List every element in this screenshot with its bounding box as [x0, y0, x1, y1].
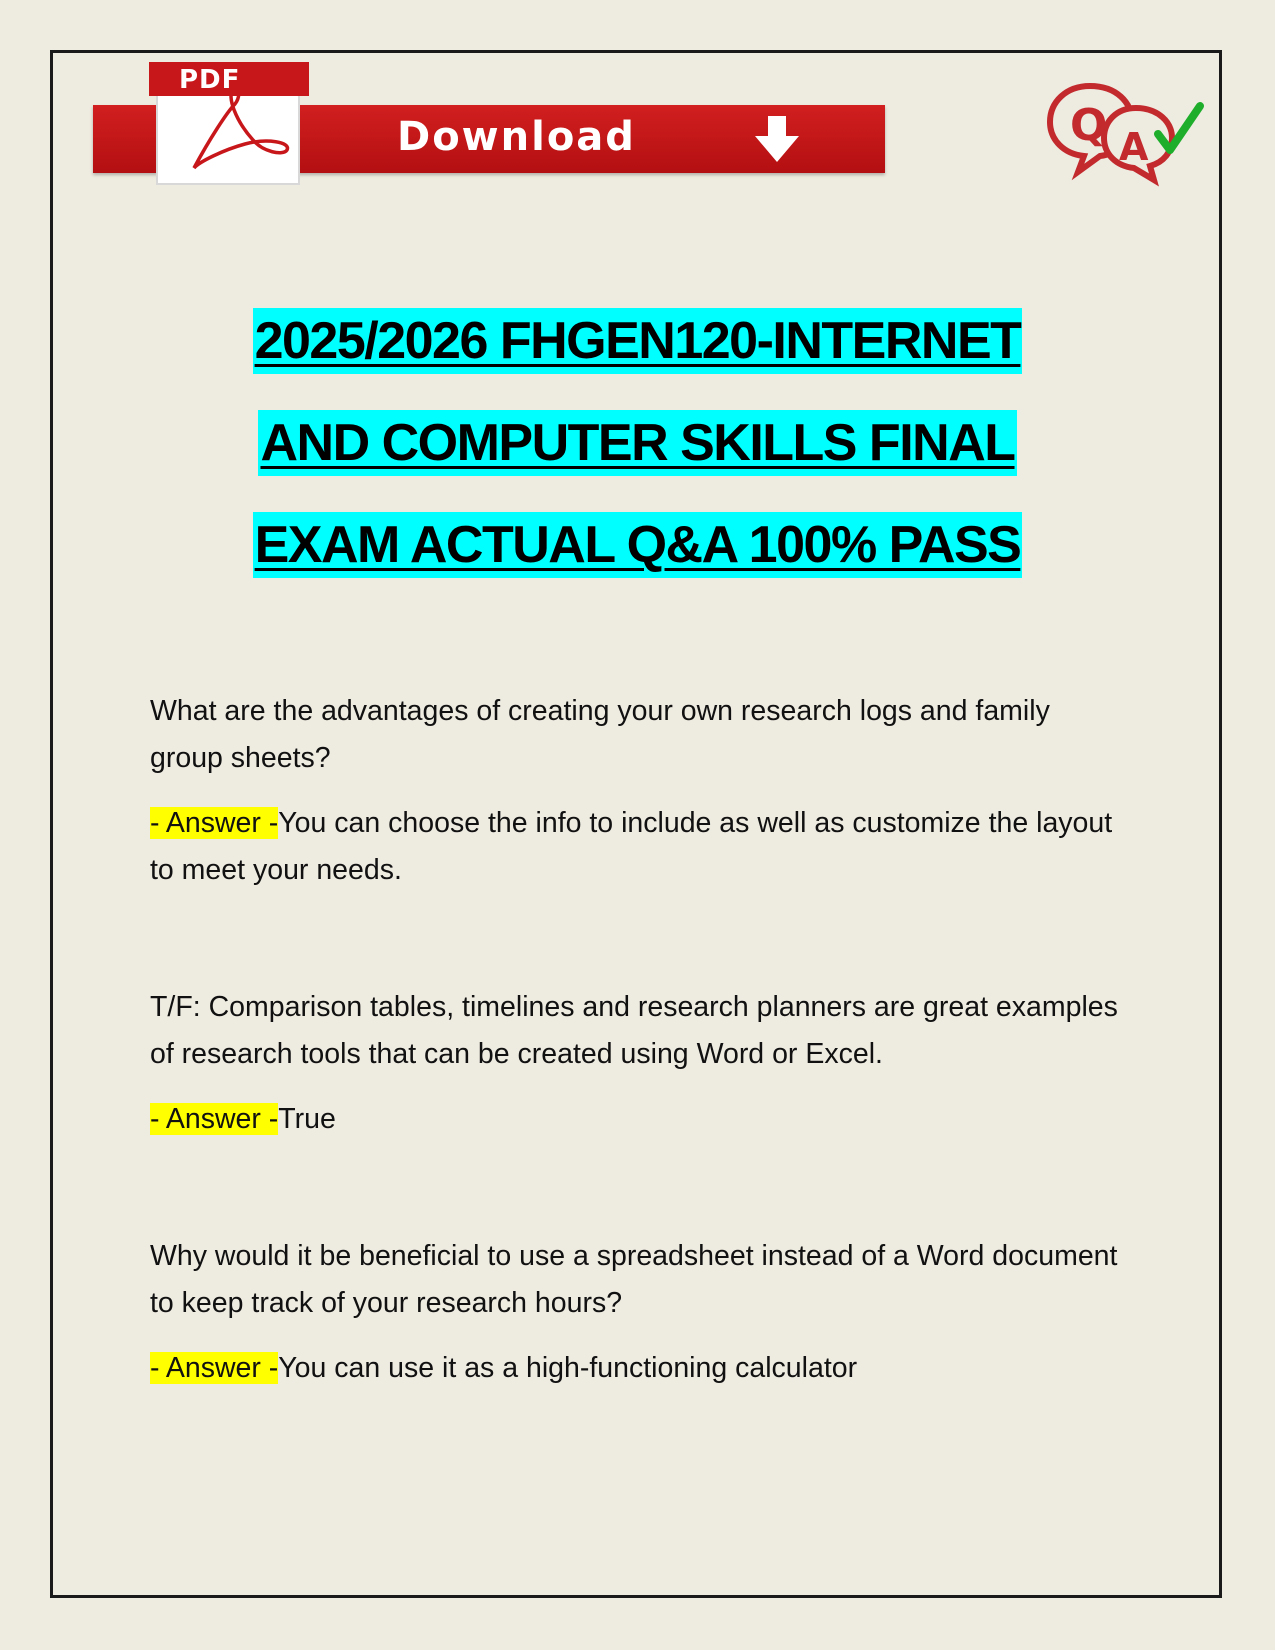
qa-item — [150, 688, 1130, 894]
answer — [150, 1345, 1130, 1392]
question-text: Why would it be beneficial to use a spreadsheet instead of a Word document to keep track of your research hours? — [150, 1240, 1118, 1319]
download-label: Download — [397, 114, 636, 160]
answer-text: You can choose the info to include as well as customize the layout to meet your needs. — [150, 807, 1113, 886]
pdf-label-bg — [149, 62, 309, 96]
qa-item — [150, 1233, 1130, 1392]
title-line-1: 2025/2026 FHGEN120-INTERNET — [253, 308, 1023, 374]
document-title — [0, 308, 1275, 614]
answer-text: You can use it as a high-functioning calculator — [278, 1352, 858, 1384]
pdf-label: PDF — [179, 65, 241, 95]
answer-prefix: - Answer - — [150, 1352, 279, 1384]
question-text: T/F: Comparison tables, timelines and research planners are great examples of research tools that can be created using Word or Excel. — [150, 991, 1118, 1070]
answer-text: True — [278, 1103, 336, 1135]
title-line-2: AND COMPUTER SKILLS FINAL — [258, 410, 1016, 476]
arrow-down-icon — [753, 114, 801, 164]
question-text: What are the advantages of creating your own research logs and family group sheets? — [150, 695, 1050, 774]
title-line-3: EXAM ACTUAL Q&A 100% PASS — [253, 512, 1023, 578]
qa-item — [150, 984, 1130, 1143]
pdf-download-banner[interactable] — [93, 60, 885, 186]
answer-prefix: - Answer - — [150, 1103, 279, 1135]
acrobat-pdf-icon — [149, 60, 309, 186]
qa-check-icon — [1040, 78, 1210, 188]
answer — [150, 800, 1130, 894]
answer — [150, 1096, 1130, 1143]
logo-a-letter: A — [1119, 125, 1149, 169]
answer-prefix: - Answer - — [150, 807, 279, 839]
logo-q-letter: Q — [1070, 100, 1108, 151]
